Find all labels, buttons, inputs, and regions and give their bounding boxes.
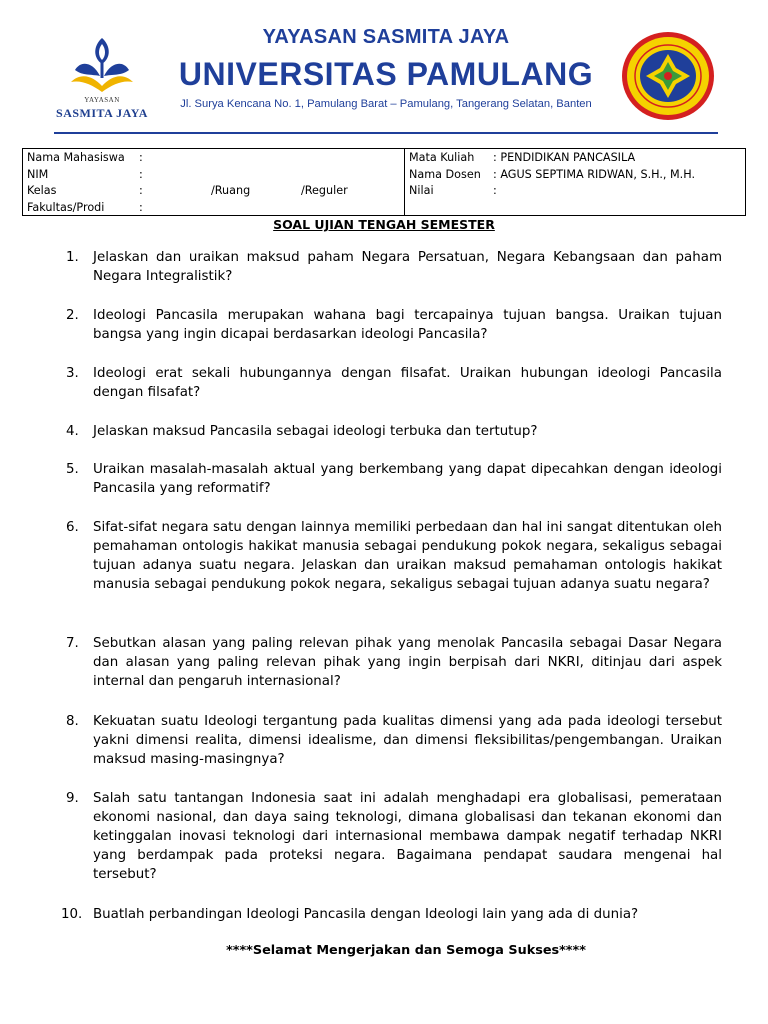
question-text: Jelaskan dan uraikan maksud paham Negara Persatuan, Negara Kebangsaan dan paham Negara Integralistik? (93, 250, 722, 284)
logo-name: SASMITA JAYA (56, 106, 148, 120)
question-item (61, 905, 722, 924)
label-ruang: /Ruang (211, 184, 251, 197)
question-item (66, 248, 722, 286)
yayasan-logo (52, 34, 152, 126)
question-text: Kekuatan suatu Ideologi tergantung pada kualitas dimensi yang ada pada ideologi tersebut yakni dimensi realita, dimensi idealisme, dan dimensi fleksibilitas/pengembangan. Uraikan maksud masing-masingnya? (93, 714, 722, 767)
colon-nama: : (139, 151, 143, 164)
foundation-name: YAYASAN SASMITA JAYA (262, 26, 510, 48)
question-number: 8. (66, 714, 79, 729)
colon-fakultas: : (139, 201, 143, 214)
question-text: Ideologi erat sekali hubungannya dengan filsafat. Uraikan hubungan ideologi Pancasila dengan filsafat? (93, 366, 722, 400)
question-item (66, 460, 722, 498)
question-item (66, 712, 722, 769)
label-kelas: Kelas (27, 184, 57, 197)
question-text: Salah satu tantangan Indonesia saat ini adalah menghadapi era globalisasi, pemerataan ekonomi nasional, dan daya saing teknologi, dimana globalisasi dan tekanan ekonomi dan ketinggalan inovasi teknologi dari internasional membawa dampak negatif terhadap NKRI yang berdampak pada proteksi negara. Bagaimana pendapat saudara mengenai hal tersebut? (93, 791, 722, 882)
question-item (66, 364, 722, 402)
seal-icon (620, 30, 716, 122)
label-nilai: Nilai (409, 184, 434, 197)
question-number: 4. (66, 424, 79, 439)
question-text: Ideologi Pancasila merupakan wahana bagi tercapainya tujuan bangsa. Uraikan tujuan bangsa yang ingin dicapai berdasarkan ideologi Pancasila? (93, 308, 722, 342)
exam-title: SOAL UJIAN TENGAH SEMESTER (273, 217, 495, 232)
question-item (66, 422, 722, 441)
question-text: Jelaskan maksud Pancasila sebagai ideologi terbuka dan tertutup? (93, 424, 538, 439)
question-number: 1. (66, 250, 79, 265)
letterhead (0, 0, 768, 140)
question-number: 9. (66, 791, 79, 806)
university-seal (620, 30, 716, 122)
logo-small-text: YAYASAN (84, 96, 120, 104)
logo-emblem-icon (67, 34, 137, 96)
question-text: Buatlah perbandingan Ideologi Pancasila dengan Ideologi lain yang ada di dunia? (93, 907, 639, 922)
student-info-box (22, 148, 746, 216)
question-item (66, 789, 722, 884)
label-mata-kuliah: Mata Kuliah (409, 151, 475, 164)
value-nilai: : (493, 184, 497, 197)
question-number: 10. (61, 907, 83, 922)
question-number: 2. (66, 308, 79, 323)
value-nama-dosen: : AGUS SEPTIMA RIDWAN, S.H., M.H. (493, 168, 696, 181)
info-divider (404, 149, 405, 215)
question-item (66, 518, 722, 594)
closing-message: ****Selamat Mengerjakan dan Semoga Sukses**** (226, 943, 586, 958)
question-text: Uraikan masalah-masalah aktual yang berkembang yang dapat dipecahkan dengan ideologi Pancasila yang reformatif? (93, 462, 722, 496)
question-number: 7. (66, 636, 79, 651)
question-item (66, 306, 722, 344)
label-reguler: /Reguler (301, 184, 348, 197)
value-mata-kuliah: : PENDIDIKAN PANCASILA (493, 151, 636, 164)
university-address: Jl. Surya Kencana No. 1, Pamulang Barat – Pamulang, Tangerang Selatan, Banten (180, 98, 592, 110)
question-text: Sifat-sifat negara satu dengan lainnya memiliki perbedaan dan hal ini sangat ditentukan oleh pemahaman ontologis hakikat manusia sebagai pendukung pokok negara, sekaligus sebagai tujuan adanya suatu negara. Jelaskan dan uraikan maksud pemahaman ontologis hakikat manusia sebagai pendukung pokok negara, sekaligus sebagai tujuan adanya suatu negara? (93, 520, 722, 592)
header-divider (54, 132, 718, 134)
question-number: 3. (66, 366, 79, 381)
label-nama-mahasiswa: Nama Mahasiswa (27, 151, 125, 164)
question-number: 6. (66, 520, 79, 535)
university-name: UNIVERSITAS PAMULANG (178, 56, 594, 92)
colon-nim: : (139, 168, 143, 181)
colon-kelas: : (139, 184, 143, 197)
label-nama-dosen: Nama Dosen (409, 168, 481, 181)
label-fakultas-prodi: Fakultas/Prodi (27, 201, 105, 214)
question-number: 5. (66, 462, 79, 477)
question-text: Sebutkan alasan yang paling relevan pihak yang menolak Pancasila sebagai Dasar Negara dan alasan yang paling relevan pihak yang ingin berpisah dari NKRI, ditinjau dari aspek internal dan pengaruh internasional? (93, 636, 722, 689)
label-nim: NIM (27, 168, 49, 181)
question-item (66, 634, 722, 691)
